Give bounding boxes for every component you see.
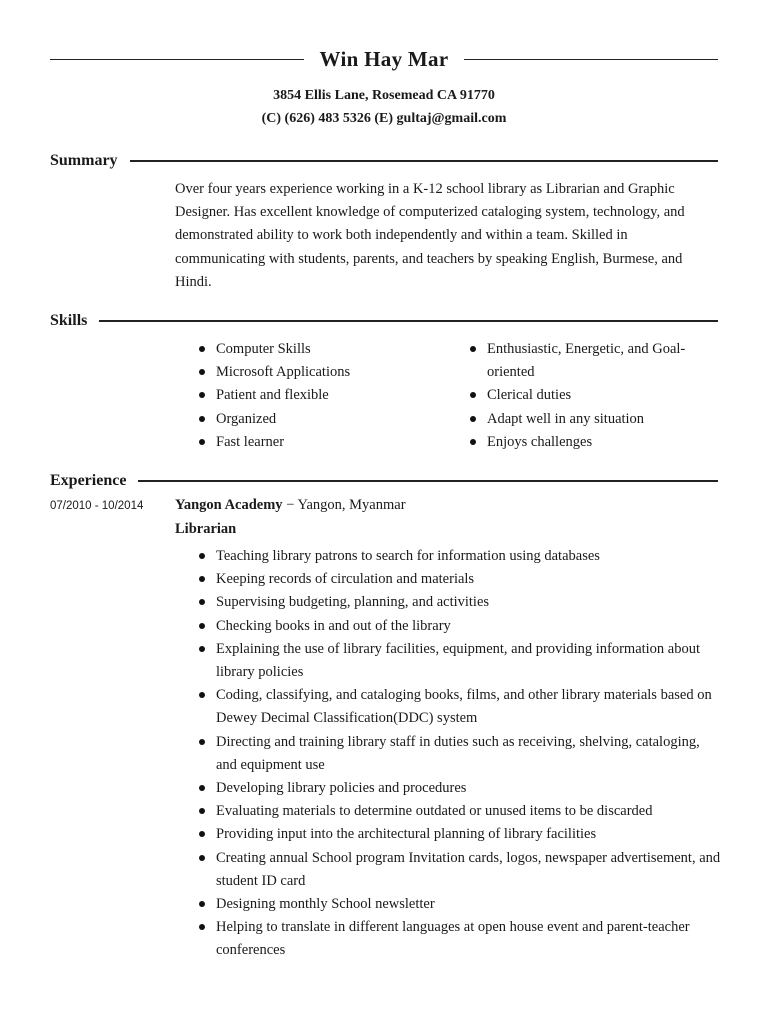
duty-item: Providing input into the architectural planning of library facilities — [196, 823, 721, 846]
skill-item: Microsoft Applications — [196, 361, 436, 384]
skills-list-left — [196, 338, 436, 454]
summary-section-header — [50, 150, 718, 172]
duty-item: Designing monthly School newsletter — [196, 893, 721, 916]
address-line: 3854 Ellis Lane, Rosemead CA 91770 — [273, 88, 495, 103]
job-employer-line — [175, 497, 406, 514]
summary-text: Over four years experience working in a K-12 school library as Librarian and Graphic Designer. Has excellent knowledge of computerized cataloging system, technology, and demonstrated ability to work both independently and within a team. Skilled in communicating with students, parents, and teachers by speaking English, Burmese, and Hindi. — [175, 181, 685, 290]
job-title: Librarian — [175, 521, 237, 537]
duty-item: Checking books in and out of the library — [196, 615, 721, 638]
employer-separator: − — [282, 497, 298, 513]
duty-item: Creating annual School program Invitation cards, logos, newspaper advertisement, and student ID card — [196, 847, 721, 893]
duty-item: Evaluating materials to determine outdated or unused items to be discarded — [196, 800, 721, 823]
candidate-name: Win Hay Mar — [319, 46, 449, 71]
experience-section-header — [50, 470, 718, 492]
header-rule-left — [50, 59, 304, 60]
skill-item: Enthusiastic, Energetic, and Goal-oriented — [467, 338, 707, 384]
duty-item: Supervising budgeting, planning, and activities — [196, 591, 721, 614]
skill-item: Computer Skills — [196, 338, 436, 361]
duty-item: Explaining the use of library facilities, equipment, and providing information about library policies — [196, 638, 721, 684]
job-duties-list — [196, 545, 721, 963]
summary-heading: Summary — [50, 152, 118, 169]
skills-heading: Skills — [50, 312, 88, 329]
duty-item: Coding, classifying, and cataloging books, films, and other library materials based on Dewey Decimal Classification(DDC) system — [196, 684, 721, 730]
experience-rule — [138, 480, 718, 482]
skill-item: Enjoys challenges — [467, 431, 707, 454]
skills-list-right — [467, 338, 707, 454]
duty-item: Keeping records of circulation and materials — [196, 568, 721, 591]
job-dates: 07/2010 - 10/2014 — [50, 500, 144, 512]
skill-item: Organized — [196, 408, 436, 431]
skill-item: Adapt well in any situation — [467, 408, 707, 431]
duty-item: Helping to translate in different languages at open house event and parent-teacher conferences — [196, 916, 721, 962]
skills-section-header — [50, 310, 718, 332]
summary-rule — [130, 160, 718, 162]
duty-item: Directing and training library staff in duties such as receiving, shelving, cataloging, and equipment use — [196, 731, 721, 777]
skill-item: Fast learner — [196, 431, 436, 454]
skills-rule — [99, 320, 718, 322]
name-header — [50, 44, 718, 74]
employer-location: Yangon, Myanmar — [297, 497, 406, 513]
employer-name: Yangon Academy — [175, 497, 283, 513]
skill-item: Clerical duties — [467, 384, 707, 407]
header-rule-right — [464, 59, 718, 60]
duty-item: Developing library policies and procedures — [196, 777, 721, 800]
duty-item: Teaching library patrons to search for information using databases — [196, 545, 721, 568]
skill-item: Patient and flexible — [196, 384, 436, 407]
experience-heading: Experience — [50, 472, 127, 489]
contact-line: (C) (626) 483 5326 (E) gultaj@gmail.com — [261, 111, 507, 126]
